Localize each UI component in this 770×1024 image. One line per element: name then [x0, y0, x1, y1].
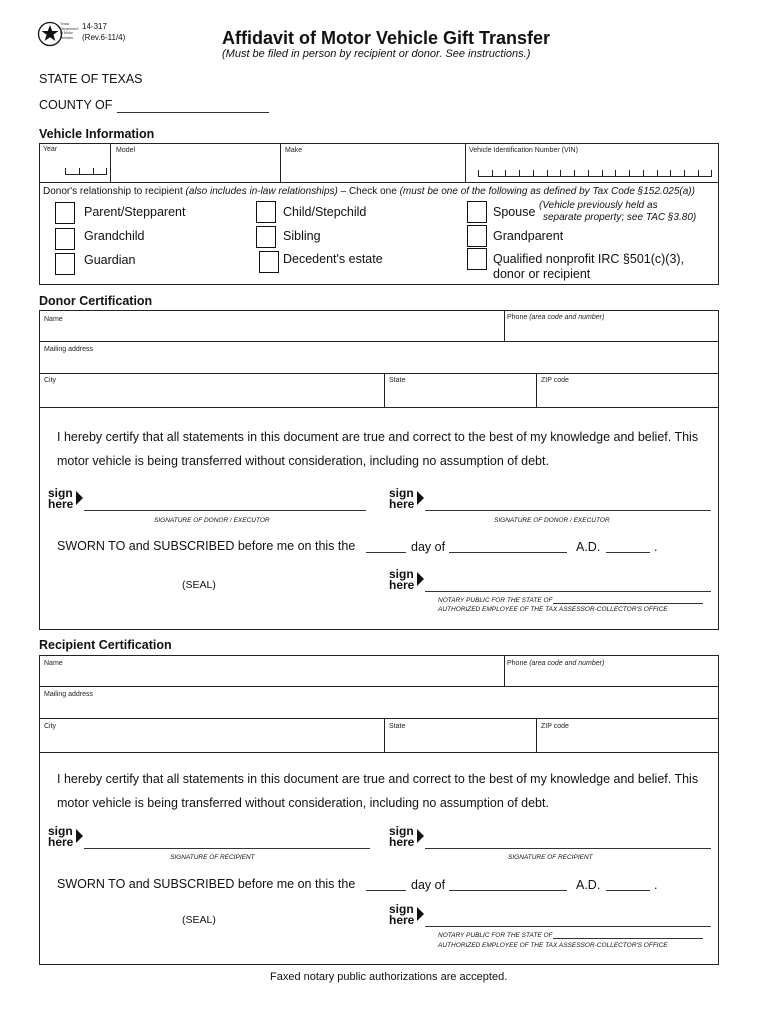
relationship-prompt-text: Donor's relationship to recipient: [43, 186, 183, 197]
donor-mailing-label: Mailing address: [44, 346, 94, 353]
model-label: Model: [116, 147, 136, 154]
recipient-notary-line[interactable]: [425, 926, 711, 927]
recipient-sig-caption-2: SIGNATURE OF RECIPIENT: [508, 854, 593, 861]
recipient-sign-here-2: [389, 826, 414, 848]
agency-logo-text: Texas Department of Motor Vehicles: [60, 22, 79, 40]
vehicle-section-title: Vehicle Information: [39, 127, 155, 141]
estate-checkbox[interactable]: [259, 251, 279, 273]
form-revision: (Rev.6-11/4): [82, 33, 126, 42]
donor-phone-text: Phone: [507, 314, 528, 321]
nonprofit-option-label-2: donor or recipient: [493, 267, 591, 281]
donor-name-input[interactable]: [41, 312, 502, 340]
recipient-zip-input[interactable]: [538, 720, 717, 752]
donor-city-input[interactable]: [41, 375, 382, 407]
sign-word: sign: [389, 486, 414, 500]
recipient-signature-line-2[interactable]: [425, 848, 711, 849]
vin-input[interactable]: [478, 165, 712, 177]
donor-sig-caption-1: SIGNATURE OF DONOR / EXECUTOR: [154, 517, 270, 524]
sign-word: sign: [48, 486, 73, 500]
donor-signature-line-1[interactable]: [84, 510, 366, 511]
donor-month-input[interactable]: [449, 552, 567, 553]
form-number: 14-317: [82, 22, 107, 31]
recipient-name-label: Name: [44, 660, 63, 667]
model-input[interactable]: [112, 150, 278, 180]
donor-cert-line-1: I hereby certify that all statements in this document are true and correct to the best of my knowledge and belief. This: [57, 430, 699, 444]
donor-day-input[interactable]: [366, 552, 406, 553]
donor-zip-input[interactable]: [538, 375, 717, 407]
here-word: here: [48, 497, 74, 511]
grandchild-option-label: Grandchild: [84, 229, 145, 243]
recipient-sworn-text: SWORN TO and SUBSCRIBED before me on this the: [57, 877, 356, 891]
recipient-phone-hint: (area code and number): [529, 660, 605, 667]
grandchild-checkbox[interactable]: [55, 228, 75, 250]
spouse-option-label: Spouse: [493, 205, 536, 219]
donor-zip-label: ZIP code: [541, 377, 569, 384]
parent-checkbox[interactable]: [55, 202, 75, 224]
recipient-notary-state-line[interactable]: [553, 938, 703, 939]
recipient-sign-here-1: [48, 826, 73, 848]
here-word: here: [389, 913, 415, 927]
recipient-sign-here-3: [389, 904, 414, 926]
donor-year-input[interactable]: [606, 552, 650, 553]
recipient-city-input[interactable]: [41, 720, 382, 752]
donor-name-label: Name: [44, 316, 63, 323]
sign-arrow-icon: [417, 907, 424, 921]
county-label: COUNTY OF: [39, 98, 113, 112]
recipient-mailing-label: Mailing address: [44, 691, 94, 698]
parent-option-label: Parent/Stepparent: [84, 205, 186, 219]
here-word: here: [389, 835, 415, 849]
recipient-cert-line-2: motor vehicle is being transferred without consideration, including no assumption of debt.: [57, 796, 549, 810]
sign-arrow-icon: [76, 491, 83, 505]
here-word: here: [389, 578, 415, 592]
spouse-note-1: (Vehicle previously held as: [539, 200, 658, 211]
donor-notary-line[interactable]: [425, 591, 711, 592]
donor-mailing-input[interactable]: [41, 343, 717, 372]
relationship-rule: (must be one of the following as defined by Tax Code §152.025(a)): [399, 186, 695, 197]
recipient-year-input[interactable]: [606, 890, 650, 891]
donor-sworn-text: SWORN TO and SUBSCRIBED before me on this the: [57, 539, 356, 553]
fax-note: Faxed notary public authorizations are accepted.: [270, 971, 508, 983]
donor-section-title: Donor Certification: [39, 294, 153, 308]
sign-word: sign: [48, 824, 73, 838]
donor-state-label: State: [389, 377, 406, 384]
donor-cert-line-2: motor vehicle is being transferred without consideration, including no assumption of debt.: [57, 454, 549, 468]
recipient-city-label: City: [44, 723, 57, 730]
donor-sign-here-2: [389, 488, 414, 510]
recipient-mailing-input[interactable]: [41, 688, 717, 717]
guardian-option-label: Guardian: [84, 253, 136, 267]
relationship-dash: – Check one: [340, 186, 397, 197]
estate-option-label: Decedent's estate: [283, 252, 383, 266]
recipient-ad: A.D.: [576, 878, 601, 892]
donor-seal: (SEAL): [182, 579, 216, 591]
donor-signature-line-2[interactable]: [425, 510, 711, 511]
guardian-checkbox[interactable]: [55, 253, 75, 275]
sign-arrow-icon: [76, 829, 83, 843]
year-input[interactable]: [65, 163, 107, 175]
nonprofit-checkbox[interactable]: [467, 248, 487, 270]
recipient-seal: (SEAL): [182, 914, 216, 926]
donor-sign-here-3: [389, 569, 414, 591]
nonprofit-option-label-1: Qualified nonprofit IRC §501(c)(3),: [493, 252, 685, 266]
recipient-zip-label: ZIP code: [541, 723, 569, 730]
recipient-phone-input[interactable]: [506, 657, 717, 685]
recipient-section-title: Recipient Certification: [39, 638, 172, 652]
donor-phone-hint: (area code and number): [529, 314, 605, 321]
sign-arrow-icon: [417, 829, 424, 843]
recipient-state-label: State: [389, 723, 406, 730]
donor-city-label: City: [44, 377, 57, 384]
donor-sig-caption-2: SIGNATURE OF DONOR / EXECUTOR: [494, 517, 610, 524]
donor-day-of: day of: [411, 540, 446, 554]
grandparent-checkbox[interactable]: [467, 225, 487, 247]
recipient-period: .: [654, 878, 658, 892]
sign-word: sign: [389, 902, 414, 916]
page-subtitle: (Must be filed in person by recipient or donor. See instructions.): [222, 48, 531, 60]
child-option-label: Child/Stepchild: [283, 205, 367, 219]
here-word: here: [389, 497, 415, 511]
page-title: Affidavit of Motor Vehicle Gift Transfer: [222, 28, 551, 48]
grandparent-option-label: Grandparent: [493, 229, 564, 243]
sign-arrow-icon: [417, 572, 424, 586]
sibling-checkbox[interactable]: [256, 226, 276, 248]
donor-state-input[interactable]: [386, 375, 534, 407]
vin-label: Vehicle Identification Number (VIN): [469, 147, 578, 154]
make-input[interactable]: [282, 150, 463, 180]
donor-notary-caption-2: AUTHORIZED EMPLOYEE OF THE TAX ASSESSOR-COLLECTOR'S OFFICE: [438, 606, 668, 613]
sign-word: sign: [389, 567, 414, 581]
make-label: Make: [285, 147, 303, 154]
recipient-sig-caption-1: SIGNATURE OF RECIPIENT: [170, 854, 255, 861]
recipient-notary-caption-2: AUTHORIZED EMPLOYEE OF THE TAX ASSESSOR-COLLECTOR'S OFFICE: [438, 942, 668, 949]
recipient-cert-line-1: I hereby certify that all statements in this document are true and correct to the best of my knowledge and belief. This: [57, 772, 699, 786]
child-checkbox[interactable]: [256, 201, 276, 223]
donor-notary-state-line[interactable]: [553, 603, 703, 604]
here-word: here: [48, 835, 74, 849]
sign-word: sign: [389, 824, 414, 838]
sign-arrow-icon: [417, 491, 424, 505]
year-label: Year: [43, 146, 58, 153]
spouse-checkbox[interactable]: [467, 201, 487, 223]
recipient-phone-text: Phone: [507, 660, 528, 667]
sibling-option-label: Sibling: [283, 229, 321, 243]
recipient-month-input[interactable]: [449, 890, 567, 891]
relationship-note: (also includes in-law relationships): [185, 186, 338, 197]
donor-sign-here-1: [48, 488, 73, 510]
county-input[interactable]: [117, 98, 269, 113]
recipient-notary-caption-1: NOTARY PUBLIC FOR THE STATE OF: [438, 932, 553, 939]
donor-ad: A.D.: [576, 540, 601, 554]
recipient-day-of: day of: [411, 878, 446, 892]
recipient-name-input[interactable]: [41, 657, 502, 685]
donor-phone-input[interactable]: [506, 312, 717, 340]
donor-notary-caption-1: NOTARY PUBLIC FOR THE STATE OF: [438, 597, 553, 604]
recipient-signature-line-1[interactable]: [84, 848, 370, 849]
recipient-day-input[interactable]: [366, 890, 406, 891]
recipient-state-input[interactable]: [386, 720, 534, 752]
state-label: STATE OF TEXAS: [39, 72, 143, 86]
spouse-note-2: separate property; see TAC §3.80): [543, 212, 697, 223]
donor-period: .: [654, 540, 658, 554]
